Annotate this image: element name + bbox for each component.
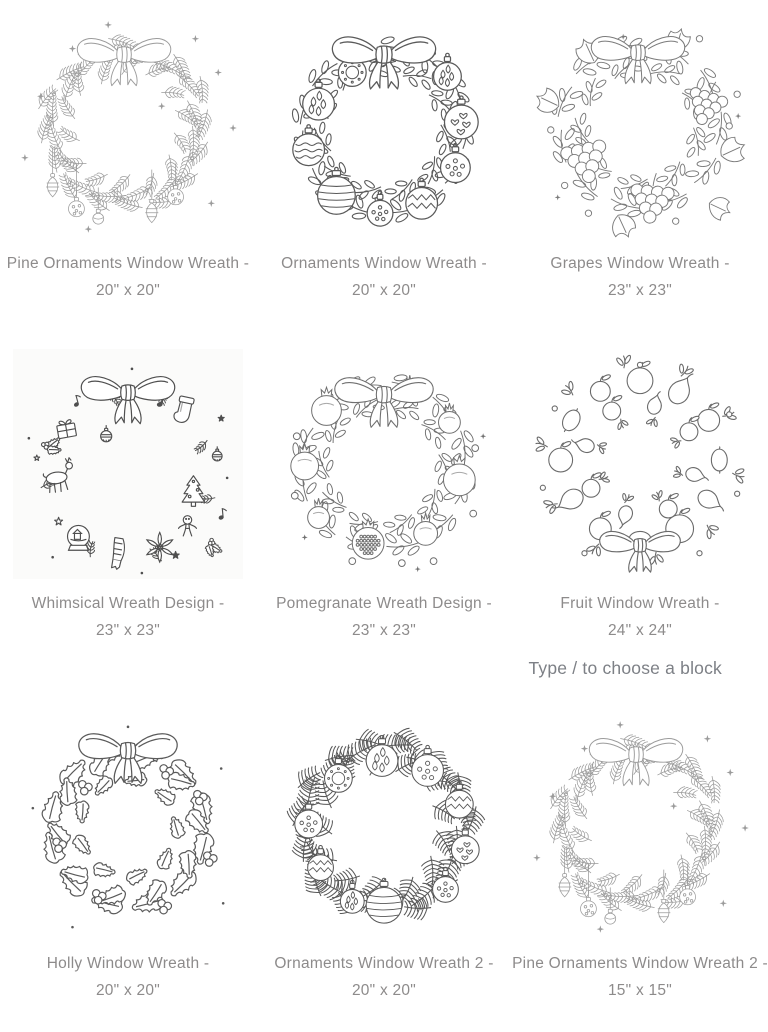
editor-canvas (0, 8, 768, 1004)
wreath-drawing (525, 348, 755, 580)
wreath-size: 23" x 23" (95, 622, 161, 639)
wreath-title: Pine Ornaments Window Wreath - (6, 255, 250, 272)
wreath-drawing (13, 8, 243, 240)
wreath-caption[interactable] (512, 250, 768, 304)
wreath-title: Grapes Window Wreath - (550, 255, 730, 272)
ornaments-wreath-image[interactable] (269, 8, 499, 240)
empty-block-placeholder[interactable]: Type / to choose a block (528, 658, 722, 678)
wreath-size: 20" x 20" (351, 282, 417, 299)
wreath-figure[interactable] (0, 8, 256, 304)
wreath-figure[interactable] (512, 708, 768, 1004)
wreath-drawing (269, 348, 499, 580)
wreath-drawing (269, 8, 499, 240)
wreath-size: 24" x 24" (607, 622, 673, 639)
wreath-size: 20" x 20" (95, 982, 161, 999)
wreath-caption[interactable] (256, 590, 512, 644)
wreath-caption[interactable] (256, 950, 512, 1004)
pine-ornaments-wreath-image[interactable] (13, 8, 243, 240)
wreath-drawing (13, 708, 243, 940)
ornaments-wreath-2-image[interactable] (269, 708, 499, 940)
wreath-caption[interactable] (0, 250, 256, 304)
wreath-drawing (13, 348, 243, 580)
pomegranate-wreath-image[interactable] (269, 348, 499, 580)
wreath-drawing (269, 708, 499, 940)
pine-ornaments-wreath-2-image[interactable] (525, 708, 755, 940)
wreath-title: Holly Window Wreath - (46, 955, 210, 972)
wreath-caption[interactable] (512, 950, 768, 1004)
wreath-caption[interactable] (0, 590, 256, 644)
wreath-size: 20" x 20" (351, 982, 417, 999)
wreath-caption[interactable] (256, 250, 512, 304)
wreath-title: Pine Ornaments Window Wreath 2 - (512, 955, 768, 972)
grapes-wreath-image[interactable] (525, 8, 755, 240)
gallery-row-2 (0, 348, 768, 644)
wreath-size: 15" x 15" (607, 982, 673, 999)
wreath-title: Pomegranate Wreath Design - (276, 595, 492, 612)
wreath-title: Ornaments Window Wreath - (281, 255, 487, 272)
wreath-size: 23" x 23" (351, 622, 417, 639)
wreath-size: 20" x 20" (95, 282, 161, 299)
wreath-caption[interactable] (512, 590, 768, 644)
gallery-row-1 (0, 8, 768, 304)
wreath-figure[interactable] (256, 8, 512, 304)
wreath-figure[interactable] (0, 708, 256, 1004)
holly-wreath-image[interactable] (13, 708, 243, 940)
gallery-row-3 (0, 708, 768, 1004)
wreath-caption[interactable] (0, 950, 256, 1004)
wreath-size: 23" x 23" (607, 282, 673, 299)
wreath-title: Fruit Window Wreath - (560, 595, 720, 612)
wreath-drawing (525, 708, 755, 940)
wreath-figure[interactable] (512, 348, 768, 644)
wreath-figure[interactable] (256, 708, 512, 1004)
fruit-wreath-image[interactable] (525, 348, 755, 580)
wreath-figure[interactable] (256, 348, 512, 644)
whimsical-wreath-image[interactable] (13, 348, 243, 580)
wreath-figure[interactable] (0, 348, 256, 644)
wreath-title: Ornaments Window Wreath 2 - (274, 955, 494, 972)
wreath-figure[interactable] (512, 8, 768, 304)
wreath-drawing (525, 8, 755, 240)
wreath-title: Whimsical Wreath Design - (31, 595, 225, 612)
